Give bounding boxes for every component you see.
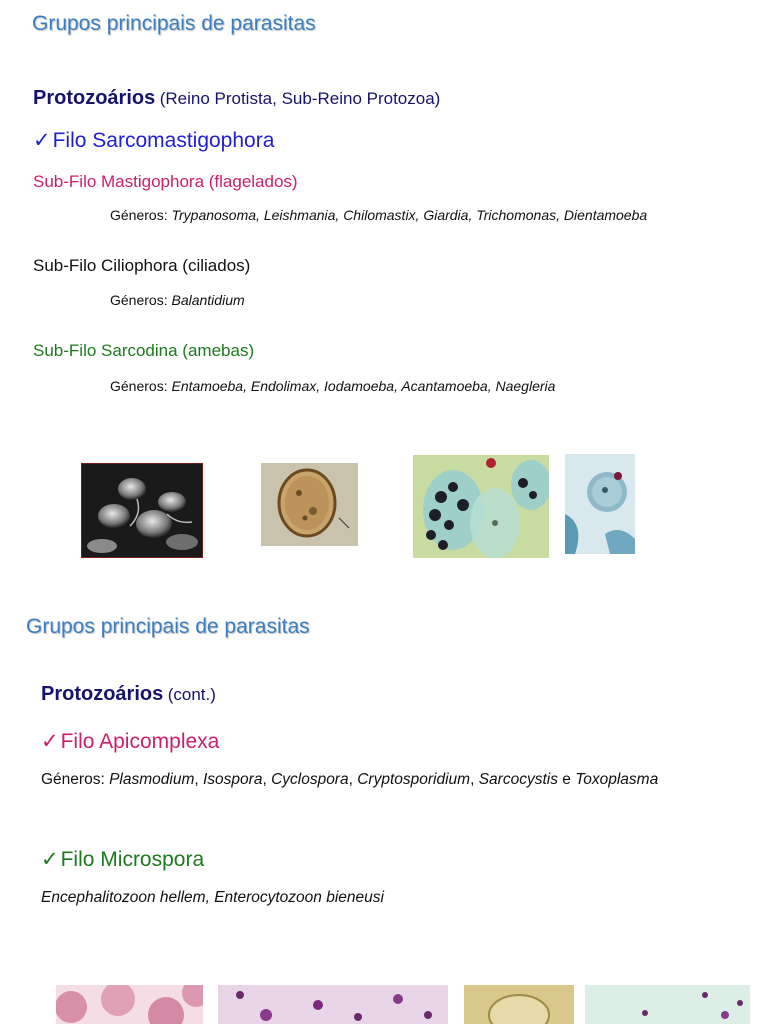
separator: , [470, 771, 479, 788]
genus-name: Isospora [202, 771, 263, 788]
subfilo-sarcodina: Sub-Filo Sarcodina (amebas) [33, 341, 255, 360]
protozoa-paren: (cont.) [167, 685, 216, 704]
generos-mastigophora [110, 207, 647, 223]
generos-label: Géneros: [110, 292, 168, 308]
balantidium-image [261, 463, 358, 546]
subfilo-mastigophora: Sub-Filo Mastigophora (flagelados) [33, 172, 298, 191]
cryptosporidium-stain-image [218, 985, 448, 1024]
genus-name: Cryptosporidium [357, 771, 471, 788]
generos-apicomplexa [41, 771, 658, 789]
separator: , [262, 771, 272, 788]
separator: , [348, 771, 358, 788]
genus-name: Plasmodium [109, 771, 195, 788]
generos-label: Géneros: [110, 207, 168, 223]
giardia-sem-image [81, 463, 203, 558]
genus-name: Cyclospora [271, 771, 349, 788]
checkmark-icon: ✓ [41, 848, 59, 871]
generos-label: Géneros: [110, 378, 168, 394]
generos-list: Trypanosoma, Leishmania, Chilomastix, Giardia, Trichomonas, Dientamoeba [171, 207, 648, 223]
filo-apicomplexa [41, 729, 219, 754]
microspora-species: Encephalitozoon hellem, Enterocytozoon bieneusi [41, 889, 384, 906]
protozoa-cont-heading [41, 683, 216, 706]
protozoa-paren: (Reino Protista, Sub-Reino Protozoa) [159, 89, 441, 108]
separator: , [194, 771, 203, 788]
protozoa-heading [33, 87, 440, 110]
generos-label: Géneros: [41, 771, 105, 788]
genus-name: Toxoplasma [575, 771, 659, 788]
plasmodium-rbc-image [56, 985, 203, 1024]
protozoa-label: Protozoários [41, 683, 164, 705]
slide2-title: Grupos principais de parasitas [26, 615, 310, 638]
filo-sarcomastigophora [33, 128, 274, 153]
separator: e [557, 771, 576, 788]
generos-ciliophora [110, 292, 245, 308]
slide1-title: Grupos principais de parasitas [32, 12, 316, 35]
filo-label: Filo Sarcomastigophora [52, 129, 275, 152]
filo-label: Filo Microspora [60, 848, 205, 871]
filo-microspora [41, 847, 204, 872]
subfilo-ciliophora: Sub-Filo Ciliophora (ciliados) [33, 256, 251, 275]
genus-name: Sarcocystis [478, 771, 558, 788]
entamoeba-stain-image [413, 455, 549, 558]
sarcocystis-image [464, 985, 574, 1024]
protozoa-label: Protozoários [33, 87, 156, 109]
amoeba-cyst-image [565, 454, 635, 554]
filo-label: Filo Apicomplexa [60, 730, 220, 753]
generos-list: Entamoeba, Endolimax, Iodamoeba, Acantamoeba, Naegleria [171, 378, 556, 394]
generos-list: Balantidium [171, 292, 245, 308]
microspora-stain-image [585, 985, 750, 1024]
generos-sarcodina [110, 378, 555, 394]
checkmark-icon: ✓ [41, 730, 59, 753]
checkmark-icon: ✓ [33, 129, 51, 152]
